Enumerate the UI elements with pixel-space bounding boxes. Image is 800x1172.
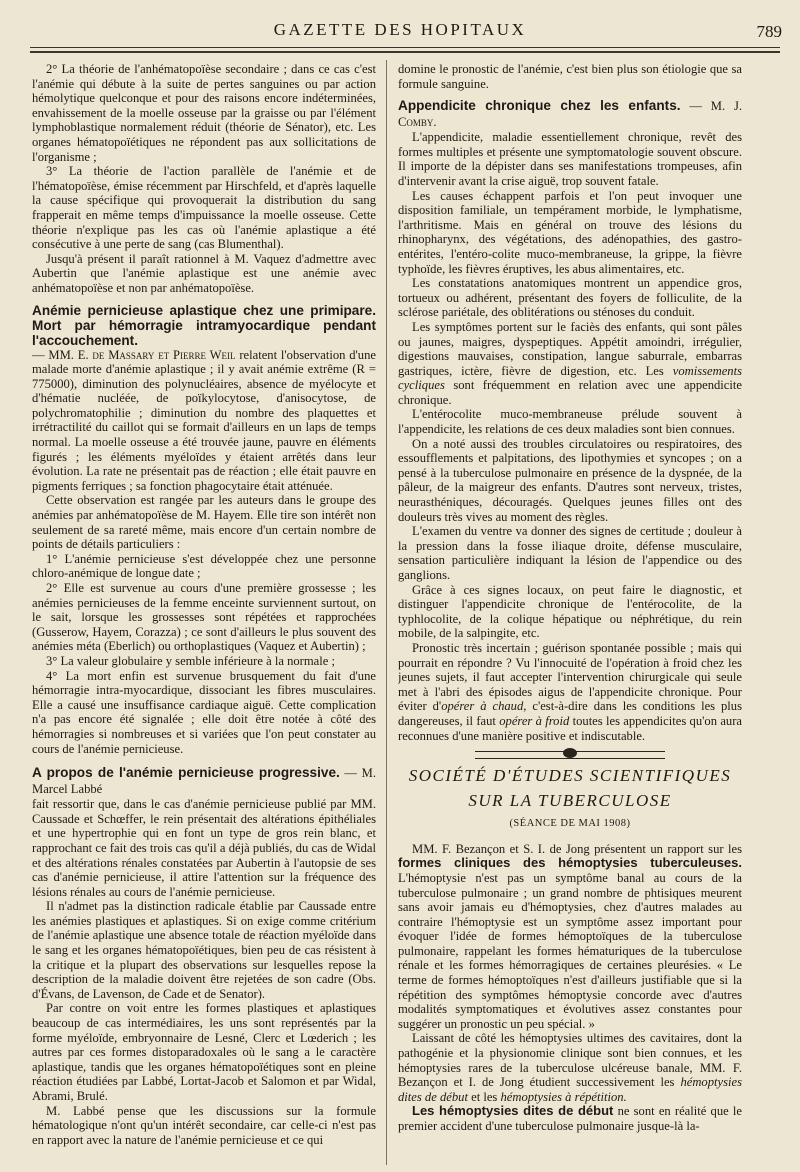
bold-topic: Les hémoptysies dites de début xyxy=(412,1103,614,1119)
paragraph: 2° Elle est survenue au cours d'une première grossesse ; les anémies pernicieuses de la femme enceinte surviennent surtout, on le sait, lorsque les grossesses sont répétées et rapprochées (Gusserow, Hayem, Corazza) ; ce sont d'ailleurs le plus souvent des anémies méta (Eberlich) ou orthoplastiques (Vaquez et Aubertin) ; xyxy=(32,581,376,654)
article-heading xyxy=(32,765,376,797)
paragraph: Cette observation est rangée par les auteurs dans le groupe des anémies par anhématopoïèse de M. Hayem. Elle tire son intérêt non seulement de sa rareté même, mais encore d'un certain nombre de points de détails particuliers : xyxy=(32,493,376,552)
paragraph: 2° La théorie de l'anhématopoïèse secondaire ; dans ce cas c'est l'anémie qui débute à la suite de pertes sanguines ou par action hémolytique quelconque et pour des raisons encore indéterminées, envahissement de la moelle osseuse par la graisse ou par l'élément lymphoblastique normalement réduit (théorie de Sénator), etc. Les organes hématopoïétiques ne répondent pas aux sollicitations de l'organisme ; xyxy=(32,62,376,164)
column-divider xyxy=(386,60,387,1165)
paragraph xyxy=(32,348,376,494)
author-names: — M. Marcel Labbé xyxy=(32,766,376,797)
section-title: SOCIÉTÉ D'ÉTUDES SCIENTIFIQUES xyxy=(408,766,732,786)
paragraph: 3° La théorie de l'action parallèle de l'anémie et de l'hématopoïèse, émise récemment par Hirschfeld, et d'après laquelle la cause spécifique qui provoquerait la distribution du sang frapperait en même temps d'impuissance la moelle osseuse. Cette théorie n'explique pas les cas où l'anémie aplastique a été consécutive à une perte de sang (cas Blumenthal). xyxy=(32,164,376,252)
paragraph: L'entérocolite muco-membraneuse prélude souvent à l'appendicite, les relations de ces deux maladies sont bien connues. xyxy=(398,407,742,437)
paragraph: Les constatations anatomiques montrent un appendice gros, tortueux ou adhérent, présentant des foyers de folliculite, de la sclérose pariétale, des oblitérations ou sténoses du conduit. xyxy=(398,276,742,320)
paragraph-text: Pronostic très incertain ; guérison spontanée possible ; mais qui pourrait en répondre ? Vu l'innocuité de l'opération à froid chez les jeunes sujets, il faut accepter l'intervention chirurgicale qui seule met à l'abri des épisodes aigus de l'appendicite chronique. Pour éviter d' xyxy=(398,640,742,714)
italic-term: vomissements cycliques xyxy=(398,363,742,393)
paragraph-text: et les xyxy=(467,1089,501,1104)
article-heading xyxy=(398,98,742,130)
paragraph: Grâce à ces signes locaux, on peut faire le diagnostic, et distinguer l'appendicite chronique de l'entérocolite, de la typhlocolite, de la colique hépatique ou néphrétique, du rein mobile, de la salpingite, etc. xyxy=(398,582,742,641)
heading-text: Appendicite chronique chez les enfants. xyxy=(398,98,681,114)
paragraph-text: relatent l'observation d'une malade morte d'anémie aplastique ; il y avait anémie extrême (R = 775000), diminution des polynucléaires, absence de myélocyte et d'hématie nucléée, de poïkylocytose, d'anisocytose, de polychromatophilie ; diminution du nombre des plaquettes et irrétractilité du caillot qui se formait d'ailleurs en un laps de temps normal. La moelle osseuse a été trouvée jaune, pauvre en éléments figurés ; les éléments myéloïdes y étaient arrêtés dans leur évolution. La rate ne présentait pas de réaction ; elle était pauvre en pigments ferriques ; sa fonction phagocytaire était atténuée. xyxy=(32,347,376,493)
left-column xyxy=(32,62,376,1162)
paragraph-text: ne sont en réalité que le premier accident d'une tuberculose pulmonaire jusque-là la- xyxy=(398,1104,742,1133)
right-column xyxy=(398,62,742,1162)
ornamental-divider xyxy=(475,751,665,759)
paragraph: L'examen du ventre va donner des signes de certitude ; douleur à la pression dans la fosse iliaque droite, défense musculaire, sensation particulière indiquant la lésion de l'appendice ou des ganglions. xyxy=(398,524,742,582)
paragraph: 4° La mort enfin est survenue brusquement du fait d'une hémorragie intra-myocardique, dissociant les fibres musculaires. Elle a causé une insuffisance cardiaque aiguë. Cette complication n'a pas encore été signalée ; elle doit être notée à côté des hémorragies si nombreuses et si variées que l'on peut constater au cours de l'anémie pernicieuse. xyxy=(32,668,376,756)
paragraph: M. Labbé pense que les discussions sur la formule hématologique n'ont qu'un intérêt secondaire, car celle-ci n'est pas en rapport avec la nature de l'anémie pernicieuse et ce qui xyxy=(32,1103,376,1147)
section-date: (SÉANCE DE MAI 1908) xyxy=(509,818,631,830)
paragraph: Il n'admet pas la distinction radicale établie par Caussade entre les anémies plastiques et aplastiques. Si on exige comme critérium de l'anémie aplastique une absence totale de réaction myéloïde dans le sang et les organes hématopoïétiques, bien peu de cas résistent à la critique et la plupart des observations sur lesquelles repose la description de la maladie doivent être rejetées de son cadre (Obs. d'Évans, de Lavenson, de Cade et de Senator). xyxy=(32,899,376,1001)
paragraph-text: Laissant de côté les hémoptysies ultimes des cavitaires, dont la pathogénie et la physionomie clinique sont bien connues, et les hémoptysies rares de la tuberculose ulcéreuse banale, MM. F. Bezançon et I. de Jong étudient successivement les xyxy=(398,1031,742,1090)
paragraph-text: , c'est-à-dire dans les conditions les plus dangereuses, il faut xyxy=(398,699,742,728)
header-rule-thick xyxy=(30,51,780,53)
paragraph: 1° L'anémie pernicieuse s'est développée chez une personne chloro-anémique de longue date ; xyxy=(32,551,376,581)
bold-topic: formes cliniques des hémoptysies tuberculeuses. xyxy=(398,855,742,871)
italic-term: hémoptysies dites de début xyxy=(398,1075,742,1104)
paragraph xyxy=(398,641,742,743)
paragraph: fait ressortir que, dans le cas d'anémie pernicieuse publié par MM. Caussade et Schœffer, le rein présentait des altérations épithéliales et une hypertrophie qui en font un type de gros rein blanc, et rapprochant ce fait des trois cas qu'il a déjà publiés, du cas de Widal et des altérations rénales constatées par Aubertin à l'autopsie de ses cas d'anémie pernicieuse, il attire l'attention sur la fréquence des lésions rénales au cours de l'anémie pernicieuse. xyxy=(32,797,376,899)
header-rule-thin xyxy=(30,47,780,48)
paragraph: On a noté aussi des troubles circulatoires ou respiratoires, des essoufflements et palpitations, des lipothymies et syncopes ; on a pensé à la tuberculose pulmonaire en présence de la dyspnée, de la pâleur, de la maigreur des enfants. D'autres sont nerveux, tristes, neurasthéniques, découragés. Quelques jeunes filles ont des douleurs très vives au moment des règles. xyxy=(398,436,742,524)
paragraph xyxy=(398,1104,742,1133)
paragraph-text: Les symptômes portent sur le faciès des enfants, qui sont pâles ou jaunes, maigres, dyspeptiques. Appétit amoindri, irrégulier, digestions mauvaises, constipation, langue saburrale, embarras gastriques, ictère, fièvre de digestion, etc. Les xyxy=(398,319,742,378)
paragraph xyxy=(398,1031,742,1104)
paragraph-text: MM. F. Bezançon et S. I. de Jong présentent un rapport sur les xyxy=(412,841,742,856)
italic-term: hémoptysies à répétition. xyxy=(500,1089,627,1104)
paragraph-text: L'hémoptysie n'est pas un symptôme banal au cours de la tuberculose pulmonaire ; un grand nombre de phtisiques meurent sans avoir jamais eu d'hémoptysies, chez d'autres malades au contraire l'hémoptysie est un symptôme assez important pour évoquer l'idée de formes hémoptoïques de la tuberculose pulmonaire, rappelant les formes hématuriques de la tuberculose rénale et les formes hémorragiques de certaines pleurésies. « Le terme de formes hémoptoïques n'est d'ailleurs justifiable que si la répétition des symptômes hémoptysie concorde avec d'autres modalités symptomatiques et évolutives assez constantes pour suggérer un pronostic un peu spécial. » xyxy=(398,870,742,1031)
paragraph-text: toutes les appendicites qu'on aura reconnues d'une manière positive et indiscutable. xyxy=(398,713,742,743)
page-number: 789 xyxy=(756,22,782,41)
paragraph xyxy=(398,842,742,1032)
paragraph: domine le pronostic de l'anémie, c'est bien plus son étiologie que sa formule sanguine. xyxy=(398,62,742,91)
paragraph: Jusqu'à présent il paraît rationnel à M. Vaquez d'admettre avec Aubertin que l'anémie aplastique est une anémie avec anhématopoïèse et non par anhématopoïèse. xyxy=(32,251,376,295)
paragraph: Les causes échappent parfois et l'on peut invoquer une disposition familiale, un tempérament morbide, le lymphatisme, l'arthritisme. Mais en général on trouve des lésions du rhinopharynx, des végétations, des adénopathies, des gastro-entérites, l'entéro-colite muco-membraneuse, la grippe, la fièvre typhoïde, les fièvres éruptives, les abus alimentaires, etc. xyxy=(398,188,742,276)
paragraph-text: sont fréquemment en relation avec une appendicite chronique. xyxy=(398,378,742,407)
heading-text: A propos de l'anémie pernicieuse progressive. xyxy=(32,765,340,781)
page-header-title: GAZETTE DES HOPITAUX xyxy=(273,20,527,39)
author-names: — M. J. Comby. xyxy=(398,99,742,130)
section-title: SUR LA TUBERCULOSE xyxy=(468,791,672,811)
paragraph: L'appendicite, maladie essentiellement chronique, revêt des formes multiples et présente une symptomatologie souvent obscure. Il importe de la dépister dans ses manifestations trompeuses, afin d'intervenir avant la crise aiguë, trop souvent fatale. xyxy=(398,130,742,188)
paragraph xyxy=(398,320,742,408)
italic-term: opérer à froid xyxy=(499,713,570,728)
author-names: — MM. E. de Massary et Pierre Weil xyxy=(32,347,236,362)
article-heading: Anémie pernicieuse aplastique chez une primipare. Mort par hémorragie intramyocardique pendant l'accouchement. xyxy=(32,302,376,348)
paragraph: Par contre on voit entre les formes plastiques et aplastiques beaucoup de cas intermédiaires, les uns sont représentés par la forme myéloïde, embryonnaire de Lesné, Clerc et Lœderich ; les autres par ces formes distoparadoxales où le sang a le caractère aplastique, tandis que les organes hématopoïétiques sont en pleine réaction étudiées par Labbé, Lortat-Jacob et Salomon et par Widal, Abrami, Brulé. xyxy=(32,1001,376,1103)
paragraph: 3° La valeur globulaire y semble inférieure à la normale ; xyxy=(46,653,335,668)
italic-term: opérer à chaud xyxy=(441,699,524,714)
